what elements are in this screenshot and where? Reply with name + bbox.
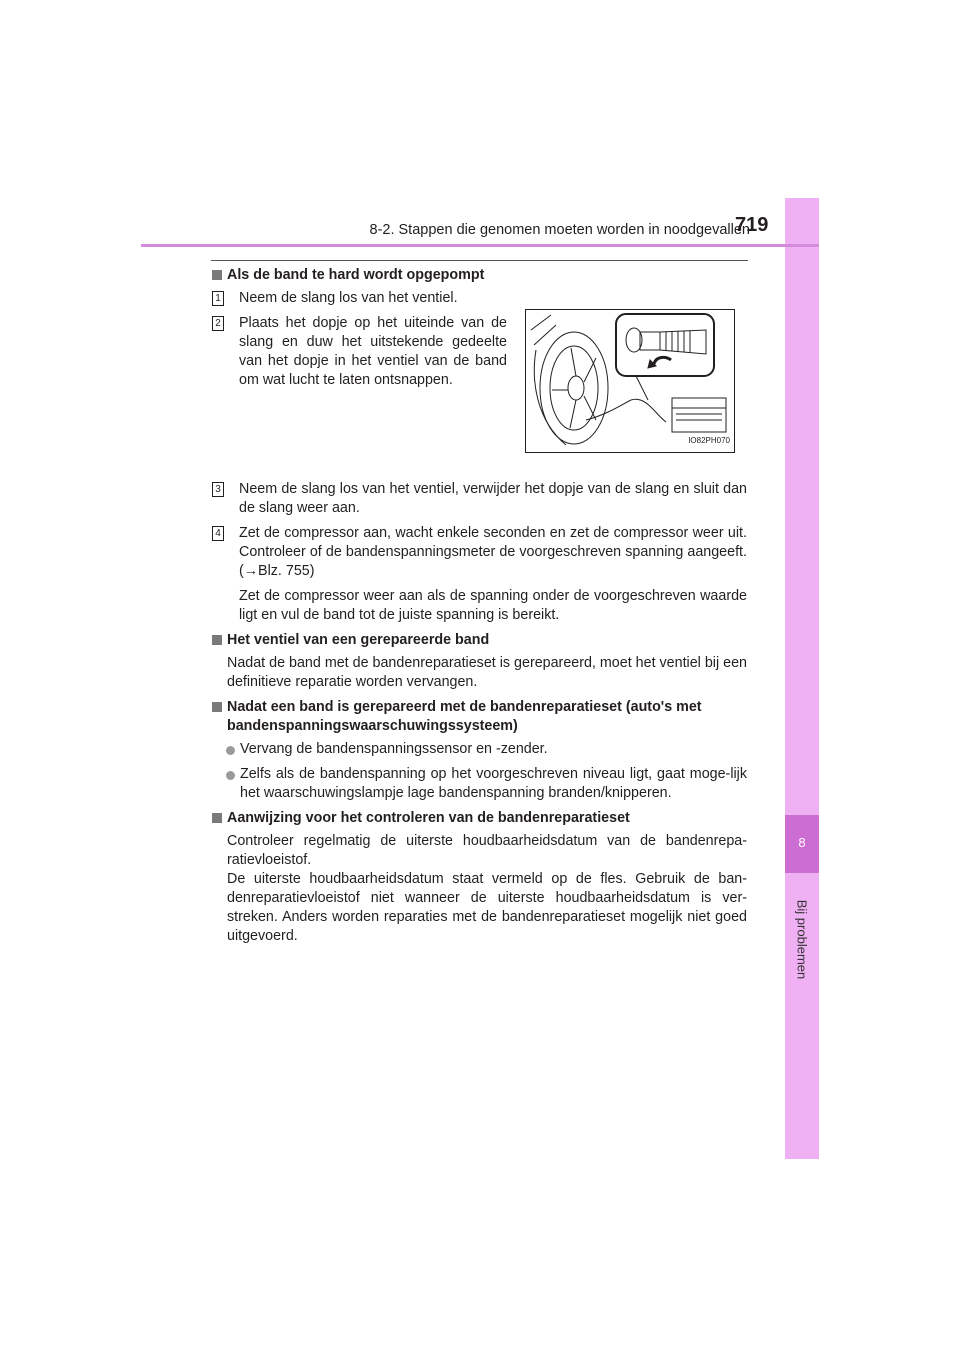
square-bullet-icon [212, 702, 222, 712]
valve-text: Nadat de band met de bandenreparatieset is gerepareerd, moet het ventiel bij een definitieve reparatie worden vervangen. [227, 655, 747, 690]
step-3: 3 Neem de slang los van het ventiel, verwijder het dopje van de slang en sluit dan de slang weer aan. [212, 480, 747, 518]
step-2-row [212, 314, 747, 464]
step-2: 2 Plaats het dopje op het uiteinde van de slang en duw het uitstekende gedeelte van het dopje in het ventiel van de band om wat lucht te laten ontsnappen. [212, 314, 507, 390]
side-tab [785, 198, 819, 1159]
chapter-label: Bij problemen [794, 899, 810, 980]
figure-code: IO82PH070 [688, 436, 730, 445]
page-number: 719 [735, 214, 769, 236]
square-bullet-icon [212, 813, 222, 823]
kit-text-2: De uiterste houdbaarheidsdatum staat vermeld op de fles. Gebruik de ban-denreparatievloeistof niet wanneer de uiterste houdbaarheidsdatum is ver-streken. Anders worden reparaties met de bandenreparatieset mogelijk niet goed uitgevoerd. [227, 871, 747, 944]
tire-valve-illustration [525, 309, 735, 453]
list-item: Vervang de bandenspanningssensor en -zender. [212, 740, 747, 759]
heading-valve: Het ventiel van een gerepareerde band [212, 631, 747, 650]
heading-kit-check: Aanwijzing voor het controleren van de bandenreparatieset [212, 809, 747, 828]
header-divider [141, 244, 819, 247]
circle-bullet-icon [226, 746, 235, 755]
heading-overinflated: Als de band te hard wordt opgepompt [212, 266, 747, 285]
circle-bullet-icon [226, 771, 235, 780]
content-rule [211, 260, 748, 261]
step-4: 4 Zet de compressor aan, wacht enkele seconden en zet de compressor weer uit. Controleer of de bandenspanningsmeter de voorgeschreven spanning aangeeft. (→Blz. 755) [212, 524, 747, 581]
square-bullet-icon [212, 635, 222, 645]
step-1: 1 Neem de slang los van het ventiel. [212, 289, 747, 308]
page-content [212, 266, 747, 952]
section-title: 8-2. Stappen die genomen moeten worden in noodgevallen [369, 222, 750, 238]
square-bullet-icon [212, 270, 222, 280]
step-4-extra: Zet de compressor weer aan als de spanning onder de voorgeschreven waarde ligt en vul de band tot de juiste spanning is bereikt. [239, 588, 747, 623]
kit-text-1: Controleer regelmatig de uiterste houdbaarheidsdatum van de bandenrepa-ratievloeistof. [227, 833, 747, 868]
heading-after-repair: Nadat een band is gerepareerd met de bandenreparatieset (auto's met bandenspanningswaarschuwingssysteem) [212, 698, 747, 736]
chapter-number: 8 [785, 815, 819, 873]
list-item: Zelfs als de bandenspanning op het voorgeschreven niveau ligt, gaat moge-lijk het waarschuwingslampje lage bandenspanning branden/knipperen. [212, 765, 747, 803]
